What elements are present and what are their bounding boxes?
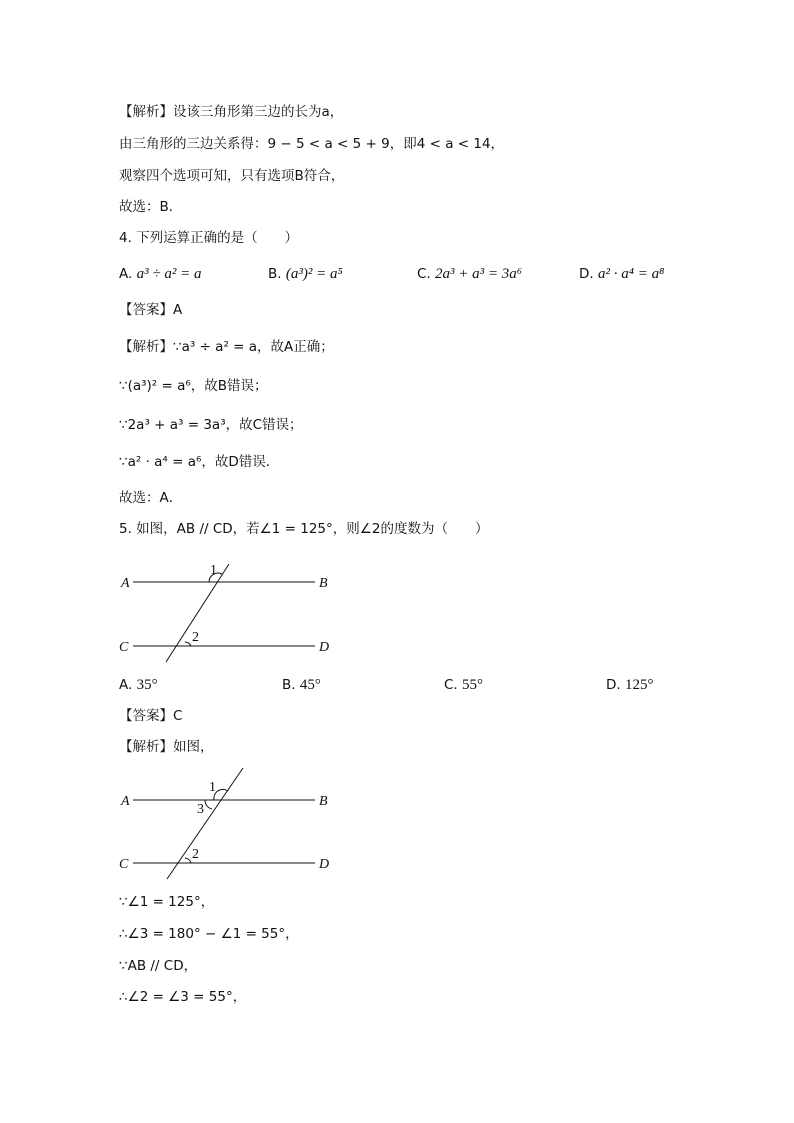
q3-conclusion: 故选：B． — [119, 199, 183, 215]
transversal — [167, 768, 243, 879]
q4-conclusion: 故选：A． — [119, 490, 183, 506]
q4-option-c-label: C. — [417, 266, 431, 282]
q5-option-c-value: 55° — [462, 677, 484, 693]
q5-step-4: ∴∠2 = ∠3 = 55°， — [119, 989, 247, 1005]
label-angle-1: 1 — [210, 563, 217, 578]
q4-option-d-expr: a² · a⁴ = a⁸ — [597, 266, 665, 282]
transversal — [166, 564, 229, 662]
label-angle-1: 1 — [209, 780, 216, 795]
label-c: C — [119, 640, 129, 655]
label-angle-2: 2 — [192, 630, 199, 645]
label-a: A — [121, 794, 130, 809]
q4-option-c — [417, 264, 522, 284]
q4-option-d-label: D. — [579, 266, 594, 282]
label-b: B — [319, 794, 328, 809]
q5-option-c-label: C. — [444, 677, 458, 693]
q3-analysis-line-2: 由三角形的三边关系得：9 − 5 < a < 5 + 9，即4 < a < 14， — [119, 136, 505, 152]
q5-option-a-label: A. — [119, 677, 133, 693]
q5-step-1: ∵∠1 = 125°， — [119, 894, 215, 910]
q5-figure-2 — [115, 766, 345, 884]
angle-2-arc — [185, 858, 191, 863]
q5-analysis-intro: 【解析】如图， — [119, 739, 214, 755]
label-a: A — [121, 576, 130, 591]
q4-option-a — [119, 264, 201, 284]
angle-2-arc — [185, 642, 191, 646]
q5-option-d-label: D. — [606, 677, 621, 693]
q3-analysis-line-3: 观察四个选项可知，只有选项B符合， — [119, 168, 345, 184]
label-angle-2: 2 — [192, 847, 199, 862]
q4-option-b — [268, 264, 343, 284]
q5-figure-1 — [115, 556, 345, 668]
q5-option-a — [119, 675, 158, 695]
q4-stem: 4. 下列运算正确的是（ ） — [119, 230, 299, 246]
q5-option-c — [444, 675, 483, 695]
q4-option-a-expr: a³ ÷ a² = a — [136, 266, 202, 282]
q4-analysis-line-1: 【解析】∵a³ ÷ a² = a，故A正确； — [119, 339, 334, 355]
label-d: D — [319, 640, 330, 655]
q4-answer: 【答案】A — [119, 302, 183, 318]
q5-stem: 5. 如图，AB // CD，若∠1 = 125°，则∠2的度数为（ ） — [119, 521, 489, 537]
q5-option-b — [282, 675, 321, 695]
q4-analysis-line-3: ∵2a³ + a³ = 3a³，故C错误； — [119, 417, 303, 433]
q4-analysis-line-4: ∵a² · a⁴ = a⁶，故D错误． — [119, 454, 280, 470]
label-angle-3: 3 — [197, 802, 204, 817]
q5-step-2: ∴∠3 = 180° − ∠1 = 55°， — [119, 926, 299, 942]
q5-option-d-value: 125° — [624, 677, 654, 693]
q4-analysis-line-2: ∵(a³)² = a⁶，故B错误； — [119, 378, 268, 394]
q5-option-d — [606, 675, 653, 695]
q5-answer: 【答案】C — [119, 708, 183, 724]
q4-option-b-label: B. — [268, 266, 282, 282]
q4-option-b-expr: (a³)² = a⁵ — [285, 266, 343, 282]
label-c: C — [119, 857, 129, 872]
q5-option-b-label: B. — [282, 677, 296, 693]
q4-option-c-expr: 2a³ + a³ = 3a⁶ — [435, 266, 522, 282]
q4-option-d — [579, 264, 664, 284]
label-d: D — [319, 857, 330, 872]
angle-3-arc — [205, 800, 212, 809]
q5-option-b-value: 45° — [299, 677, 321, 693]
q3-analysis-line-1: 【解析】设该三角形第三边的长为a， — [119, 104, 344, 120]
q5-option-a-value: 35° — [136, 677, 158, 693]
q4-option-a-label: A. — [119, 266, 133, 282]
label-b: B — [319, 576, 328, 591]
q5-step-3: ∵AB // CD， — [119, 958, 198, 974]
